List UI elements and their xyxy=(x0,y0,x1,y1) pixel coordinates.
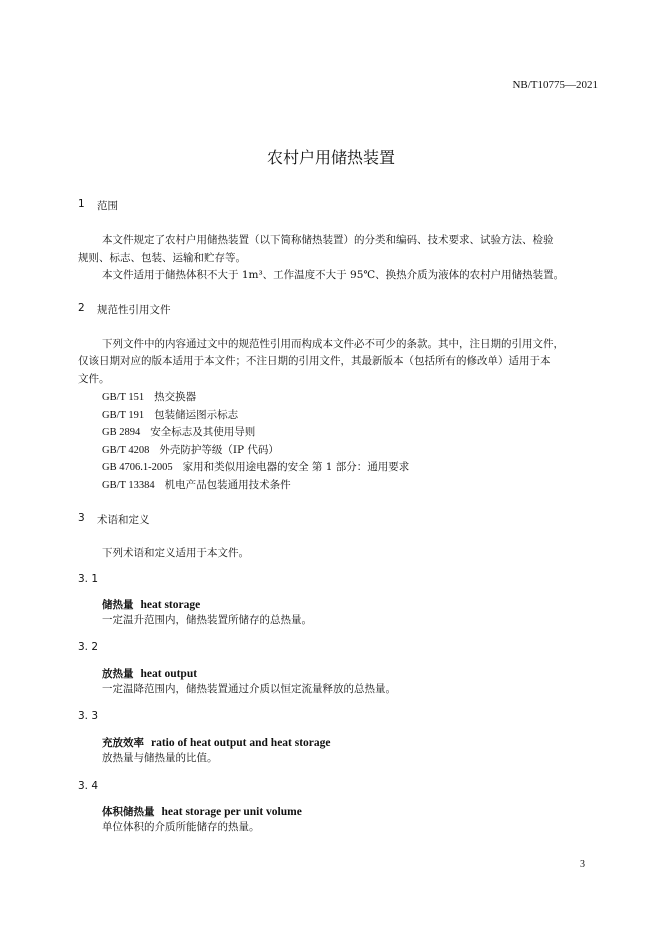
term-heading xyxy=(102,735,331,750)
term-english: heat output xyxy=(140,668,198,680)
section-1-heading: 范围 xyxy=(97,200,118,212)
reference-item xyxy=(102,388,196,407)
scope-paragraph-line-1: 本文件规定了农村户用储热装置（以下简称储热装置）的分类和编码、技术要求、试验方法、检验 xyxy=(102,234,554,246)
section-3-heading: 术语和定义 xyxy=(97,514,150,526)
reference-code: GB/T 151 xyxy=(102,392,145,403)
reference-item xyxy=(102,423,255,442)
term-number: 3. 2 xyxy=(78,641,99,653)
reference-code: GB 4706.1-2005 xyxy=(102,462,173,473)
reference-title: 包装储运图示标志 xyxy=(154,409,239,421)
term-heading xyxy=(102,666,197,681)
term-chinese: 体积储热量 xyxy=(102,806,155,818)
section-2-heading: 规范性引用文件 xyxy=(97,304,171,316)
section-1-number: 1 xyxy=(78,198,85,210)
term-english: ratio of heat output and heat storage xyxy=(151,737,331,749)
term-english: heat storage xyxy=(140,599,201,611)
reference-code: GB/T 4208 xyxy=(102,445,150,456)
references-intro-line-1: 下列文件中的内容通过文中的规范性引用而构成本文件必不可少的条款。其中，注日期的引用文件， xyxy=(102,338,564,350)
term-definition: 放热量与储热量的比值。 xyxy=(102,752,218,764)
section-3-number: 3 xyxy=(78,512,85,524)
term-definition: 一定温降范围内，储热装置通过介质以恒定流量释放的总热量。 xyxy=(102,683,396,695)
page-number: 3 xyxy=(580,859,585,870)
reference-title: 机电产品包装通用技术条件 xyxy=(164,479,291,491)
scope-paragraph-2: 本文件适用于储热体积不大于 1m³、工作温度不大于 95℃、换热介质为液体的农村户用储热装置。 xyxy=(102,269,565,281)
term-number: 3. 3 xyxy=(78,710,99,722)
reference-title: 外壳防护等级（IP 代码） xyxy=(159,444,279,456)
reference-code: GB/T 13384 xyxy=(102,480,155,491)
term-chinese: 充放效率 xyxy=(102,737,144,749)
standard-number: NB/T10775—2021 xyxy=(512,79,598,91)
references-intro-line-3: 文件。 xyxy=(78,373,110,385)
term-heading xyxy=(102,597,200,612)
term-number: 3. 1 xyxy=(78,573,99,585)
reference-title: 热交换器 xyxy=(154,391,197,403)
reference-code: GB/T 191 xyxy=(102,410,145,421)
reference-item xyxy=(102,458,409,477)
term-heading xyxy=(102,804,302,819)
term-number: 3. 4 xyxy=(78,780,99,792)
reference-item xyxy=(102,476,291,495)
section-2-number: 2 xyxy=(78,302,85,314)
reference-title: 安全标志及其使用导则 xyxy=(150,426,256,438)
term-definition: 一定温升范围内，储热装置所储存的总热量。 xyxy=(102,614,312,626)
term-english: heat storage per unit volume xyxy=(161,806,302,818)
term-chinese: 放热量 xyxy=(102,668,134,680)
references-intro-line-2: 仅该日期对应的版本适用于本文件；不注日期的引用文件，其最新版本（包括所有的修改单）适用于本 xyxy=(78,355,551,367)
term-definition: 单位体积的介质所能储存的热量。 xyxy=(102,821,260,833)
reference-code: GB 2894 xyxy=(102,427,141,438)
term-chinese: 储热量 xyxy=(102,599,134,611)
scope-paragraph-line-2: 规则、标志、包装、运输和贮存等。 xyxy=(78,252,246,264)
document-title: 农村户用储热装置 xyxy=(266,148,395,167)
terms-intro: 下列术语和定义适用于本文件。 xyxy=(102,547,249,559)
reference-title: 家用和类似用途电器的安全 第 1 部分：通用要求 xyxy=(182,461,410,473)
